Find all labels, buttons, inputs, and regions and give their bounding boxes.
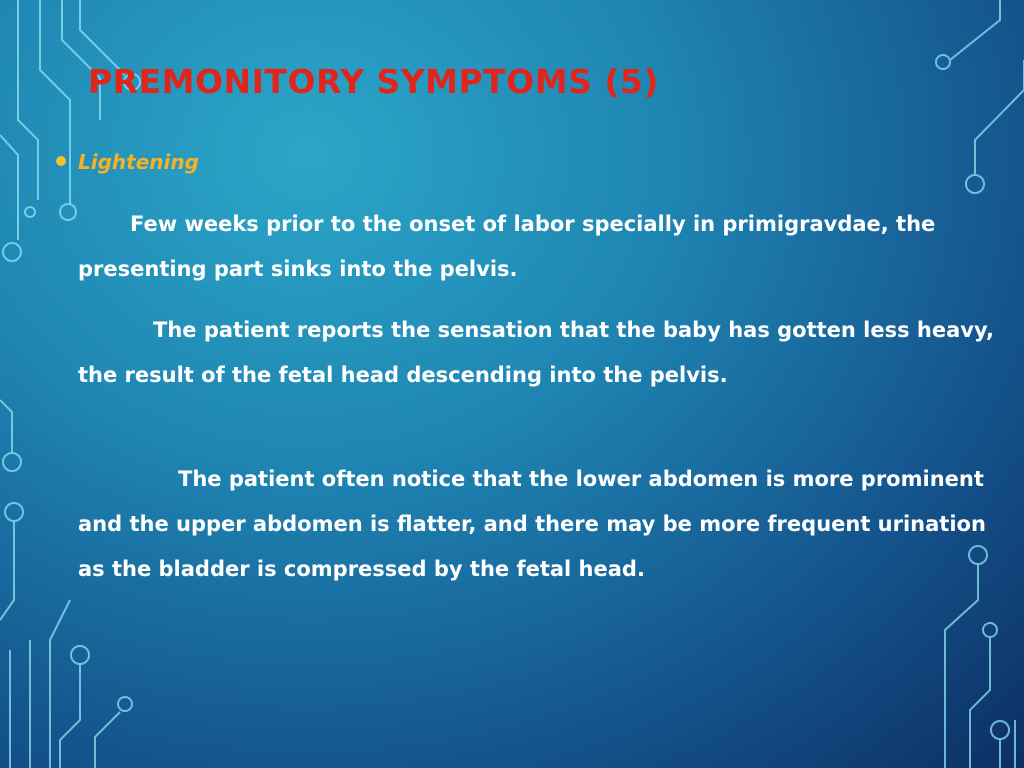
bullet-label: Lightening	[78, 150, 199, 174]
paragraph-2: The patient reports the sensation that the baby has gotten less heavy, the result of the fetal head descending into the pelvis.	[78, 318, 995, 387]
paragraph-1: Few weeks prior to the onset of labor specially in primigravdae, the presenting part sinks into the pelvis.	[78, 212, 936, 281]
paragraph-3: The patient often notice that the lower abdomen is more prominent and the upper abdomen is flatter, and there may be more frequent urination as the bladder is compressed by the fetal head.	[78, 467, 986, 581]
slide-title: PREMONITORY SYMPTOMS (5)	[88, 62, 659, 101]
bullet-dot-icon	[56, 156, 66, 166]
